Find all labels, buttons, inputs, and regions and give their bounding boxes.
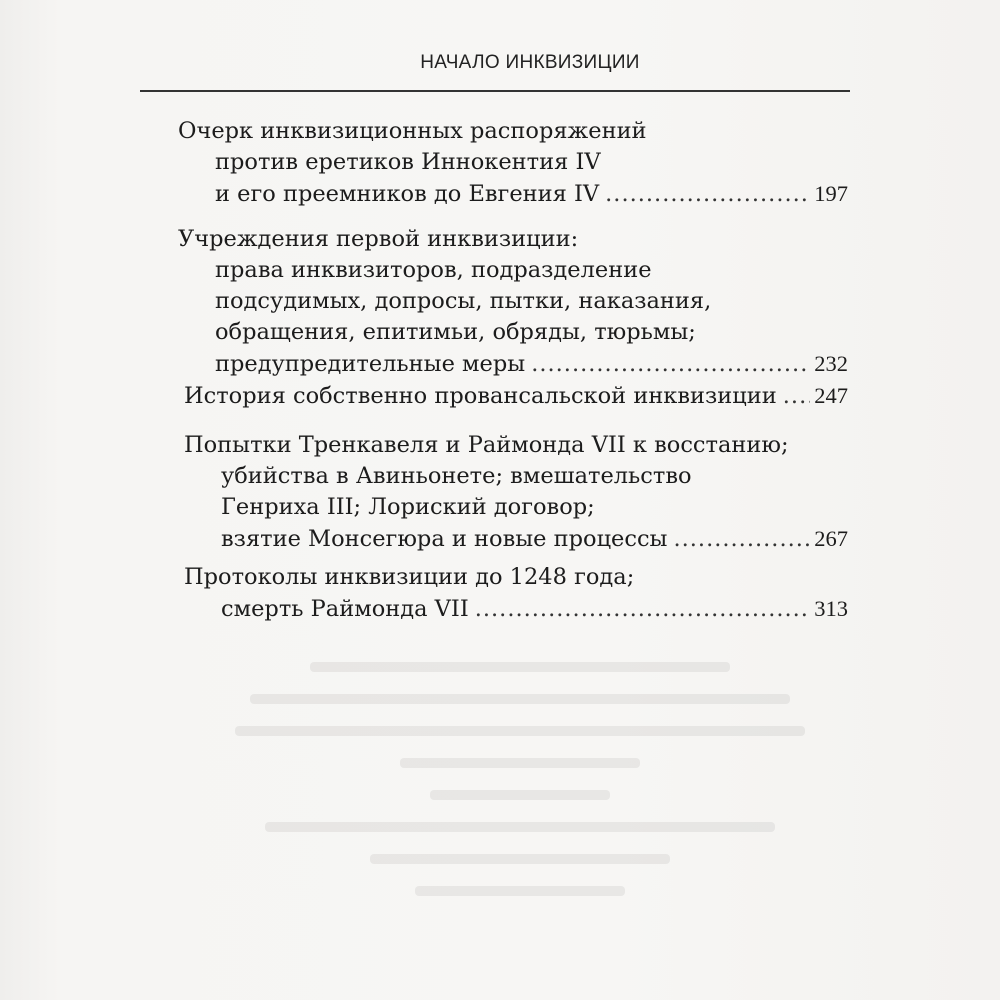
toc-entry-line: История собственно провансальской инквизиции: [184, 383, 777, 409]
toc-entry[interactable]: [178, 224, 848, 380]
toc-page-number: 197: [814, 181, 848, 206]
toc-entry-line: Генриха III; Лориский договор;: [221, 494, 595, 520]
toc-page-number: 247: [814, 383, 848, 408]
toc-entry-line: смерть Раймонда VII: [221, 596, 469, 622]
toc-entry-line: подсудимых, допросы, пытки, наказания,: [215, 288, 712, 314]
bleed-through-texture: [220, 640, 820, 980]
toc-page-number: 313: [814, 596, 848, 621]
dot-leader: [673, 524, 810, 555]
toc-entry[interactable]: [184, 380, 848, 412]
toc-entry[interactable]: [184, 562, 848, 625]
toc-entry-last-line: [184, 523, 848, 555]
header-rule: [140, 90, 850, 92]
toc-entry-line: Попытки Тренкавеля и Раймонда VII к восстанию;: [184, 432, 789, 458]
toc-entry-line: обращения, епитимьи, обряды, тюрьмы;: [215, 319, 696, 345]
toc-entry-line: права инквизиторов, подразделение: [215, 257, 652, 283]
toc-entry-line: Учреждения первой инквизиции:: [178, 226, 579, 252]
toc-entry-line: взятие Монсегюра и новые процессы: [221, 526, 668, 552]
toc-page-number: 267: [814, 526, 848, 551]
toc-entry-last-line: [178, 348, 848, 380]
dot-leader: [783, 381, 810, 412]
toc-entry-last-line: [184, 380, 848, 412]
toc-entry-line: Очерк инквизиционных распоряжений: [178, 118, 647, 144]
running-head: НАЧАЛО ИНКВИЗИЦИИ: [420, 52, 640, 73]
toc-page-number: 232: [814, 351, 848, 376]
toc-entry-last-line: [178, 178, 848, 210]
dot-leader: [475, 594, 811, 625]
toc-entry[interactable]: [184, 430, 848, 555]
dot-leader: [605, 179, 810, 210]
toc-entry[interactable]: [178, 116, 848, 210]
dot-leader: [531, 349, 810, 380]
toc-entry-line: и его преемников до Евгения IV: [215, 181, 600, 207]
toc-entry-line: Протоколы инквизиции до 1248 года;: [184, 564, 635, 590]
toc-entry-line: убийства в Авиньонете; вмешательство: [221, 463, 692, 489]
toc-entry-line: против еретиков Иннокентия IV: [215, 149, 601, 175]
toc-entry-line: предупредительные меры: [215, 351, 526, 377]
toc-entry-last-line: [184, 593, 848, 625]
